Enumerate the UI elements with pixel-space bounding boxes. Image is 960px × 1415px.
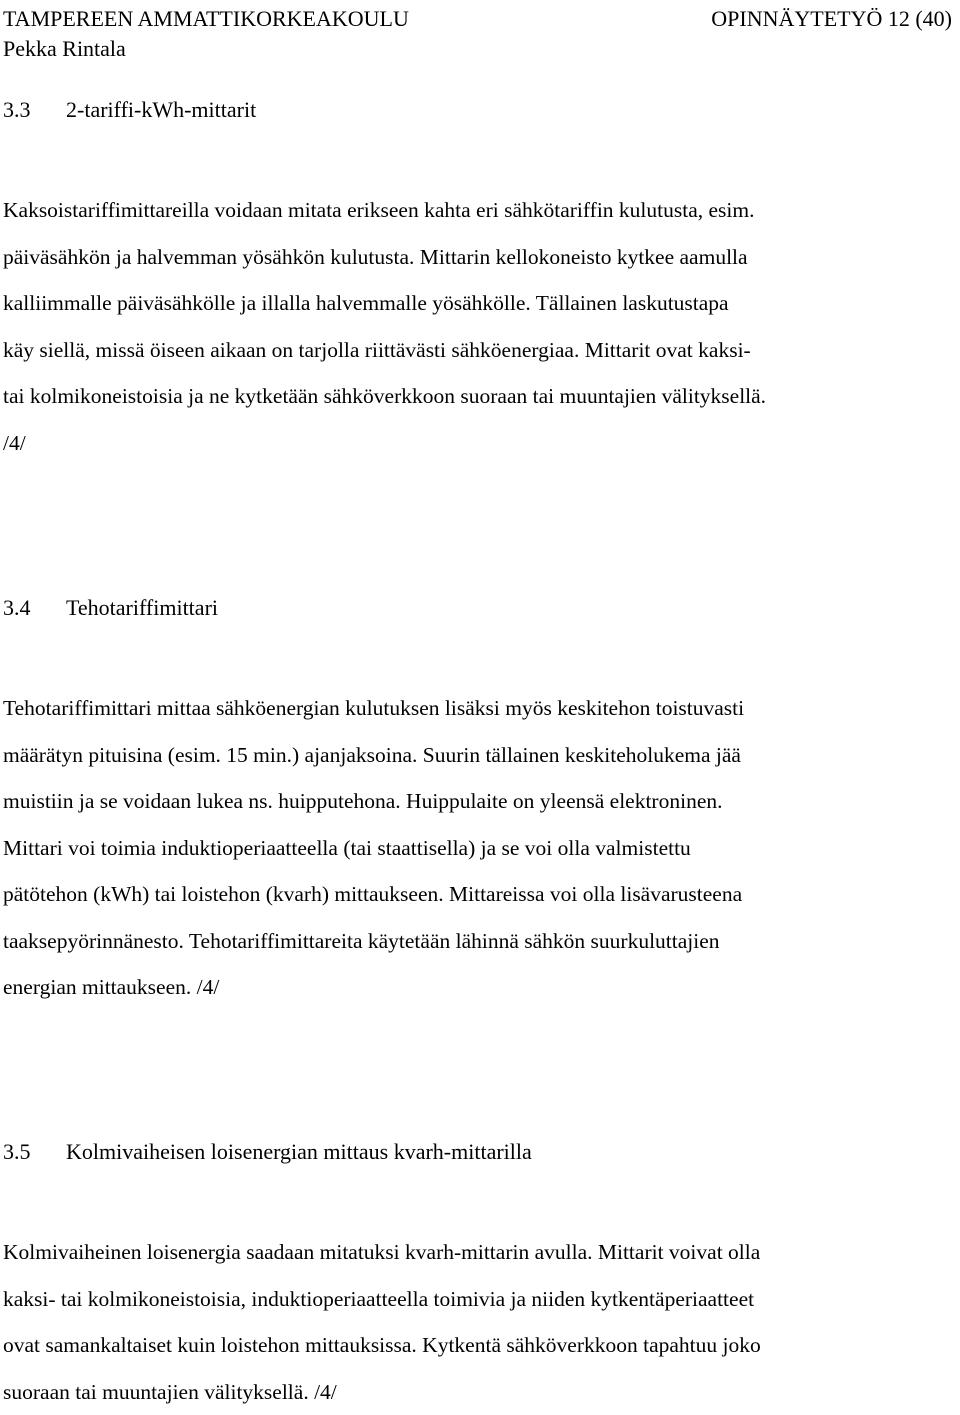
- section-paragraph-3-5: [3, 1229, 958, 1415]
- section-number: 3.3: [3, 96, 66, 124]
- paragraph-line: käy siellä, missä öiseen aikaan on tarjolla riittävästi sähköenergiaa. Mittarit ovat kaksi-: [3, 327, 958, 374]
- section-title: Tehotariffimittari: [66, 595, 218, 620]
- paragraph-line: määrätyn pituisina (esim. 15 min.) ajanjaksoina. Suurin tällainen keskiteholukema jää: [3, 732, 958, 779]
- section-number: 3.4: [3, 594, 66, 622]
- paragraph-line: energian mittaukseen. /4/: [3, 964, 958, 1011]
- section-paragraph-3-3: [3, 187, 958, 466]
- paragraph-line: suoraan tai muuntajien välityksellä. /4/: [3, 1369, 958, 1415]
- paragraph-line: kaksi- tai kolmikoneistoisia, induktioperiaatteella toimivia ja niiden kytkentäperiaatteet: [3, 1276, 958, 1323]
- header-doc-info: OPINNÄYTETYÖ 12 (40): [711, 5, 952, 33]
- paragraph-line: tai kolmikoneistoisia ja ne kytketään sähköverkkoon suoraan tai muuntajien välityksellä.: [3, 373, 958, 420]
- paragraph-line: kalliimmalle päiväsähkölle ja illalla halvemmalle yösähkölle. Tällainen laskutustapa: [3, 280, 958, 327]
- paragraph-line: /4/: [3, 420, 958, 467]
- section-number: 3.5: [3, 1138, 66, 1166]
- paragraph-line: taaksepyörinnänesto. Tehotariffimittareita käytetään lähinnä sähkön suurkuluttajien: [3, 918, 958, 965]
- section-title: Kolmivaiheisen loisenergian mittaus kvarh-mittarilla: [66, 1139, 532, 1164]
- paragraph-line: päiväsähkön ja halvemman yösähkön kulutusta. Mittarin kellokoneisto kytkee aamulla: [3, 234, 958, 281]
- section-heading-3-5: [3, 1138, 532, 1166]
- paragraph-line: Kaksoistariffimittareilla voidaan mitata erikseen kahta eri sähkötariffin kulutusta, esim.: [3, 187, 958, 234]
- paragraph-line: Tehotariffimittari mittaa sähköenergian kulutuksen lisäksi myös keskitehon toistuvasti: [3, 685, 958, 732]
- paragraph-line: ovat samankaltaiset kuin loistehon mittauksissa. Kytkentä sähköverkkoon tapahtuu joko: [3, 1322, 958, 1369]
- paragraph-line: Mittari voi toimia induktioperiaatteella (tai staattisella) ja se voi olla valmistettu: [3, 825, 958, 872]
- paragraph-line: Kolmivaiheinen loisenergia saadaan mitatuksi kvarh-mittarin avulla. Mittarit voivat olla: [3, 1229, 958, 1276]
- section-title: 2-tariffi-kWh-mittarit: [66, 97, 256, 122]
- paragraph-line: muistiin ja se voidaan lukea ns. huipputehona. Huippulaite on yleensä elektroninen.: [3, 778, 958, 825]
- section-paragraph-3-4: [3, 685, 958, 1011]
- section-heading-3-4: [3, 594, 218, 622]
- header-author: Pekka Rintala: [3, 35, 126, 63]
- section-heading-3-3: [3, 96, 256, 124]
- paragraph-line: pätötehon (kWh) tai loistehon (kvarh) mittaukseen. Mittareissa voi olla lisävarusteena: [3, 871, 958, 918]
- header-institution: TAMPEREEN AMMATTIKORKEAKOULU: [3, 5, 409, 33]
